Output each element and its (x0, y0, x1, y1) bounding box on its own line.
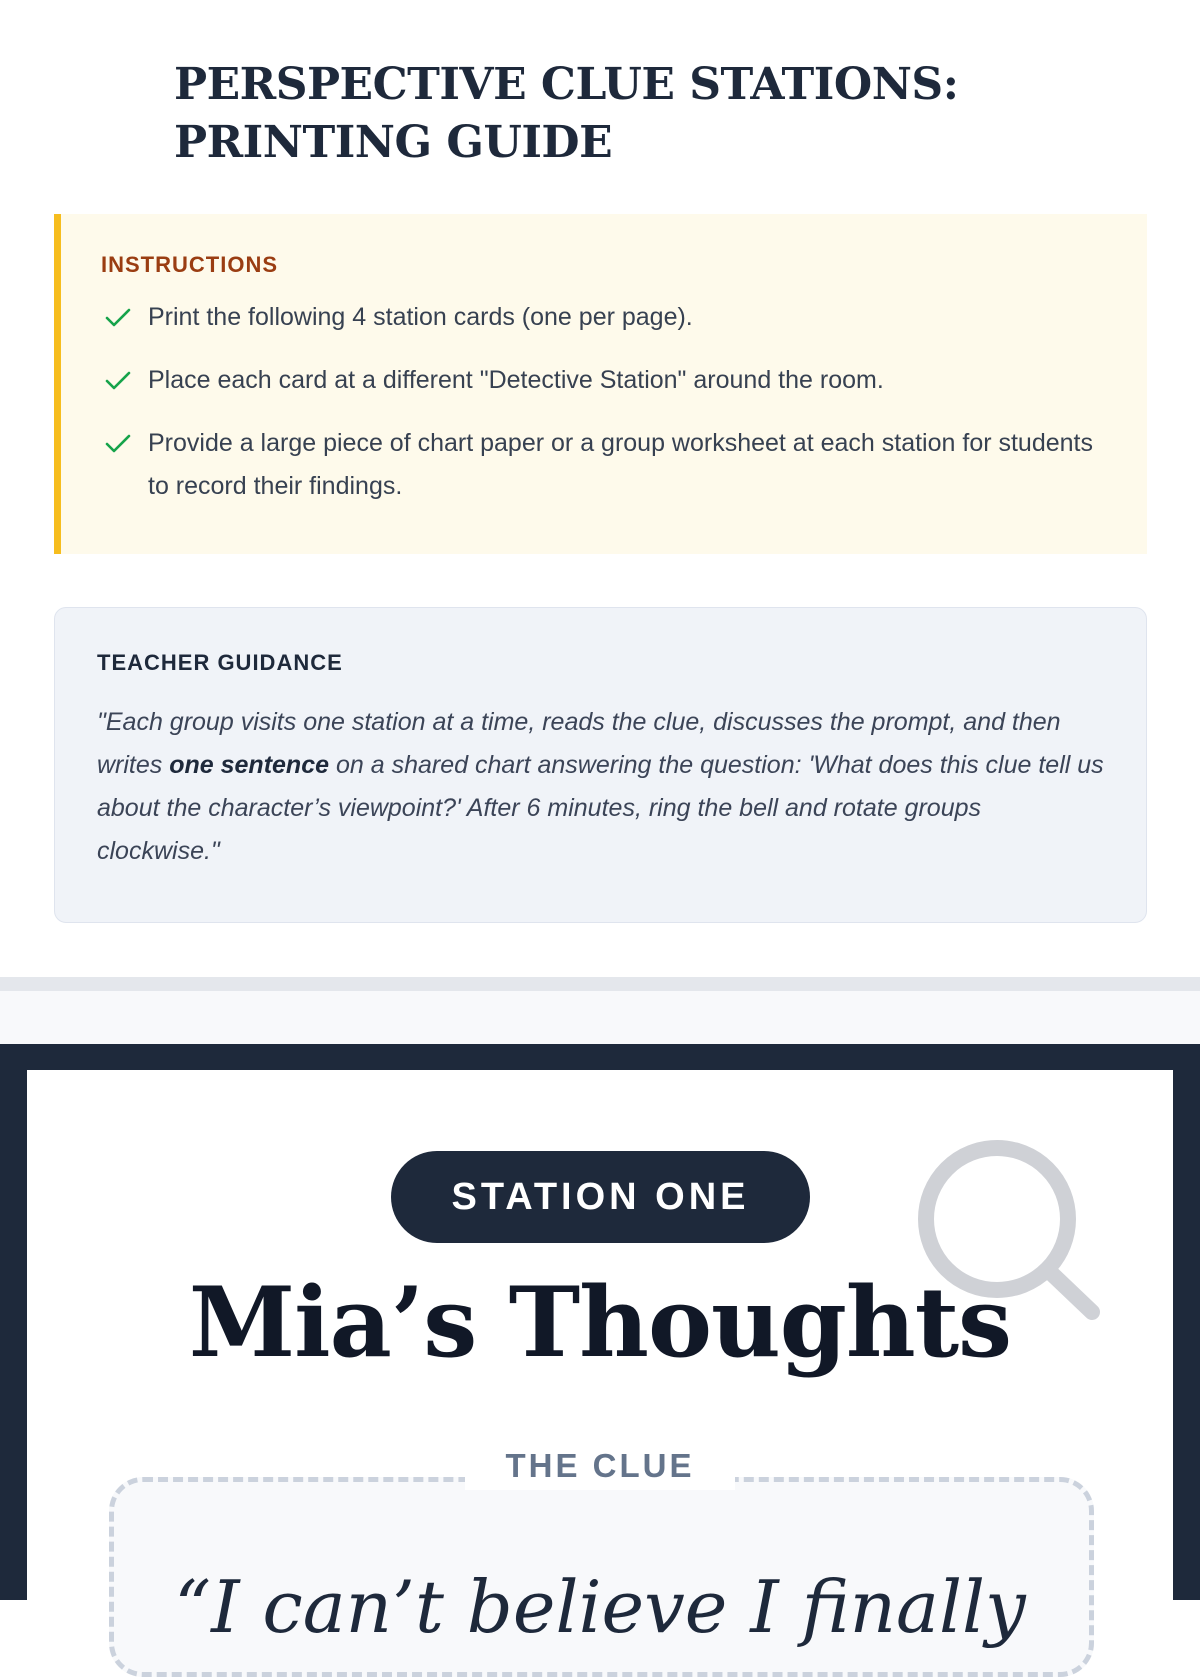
instruction-text: Print the following 4 station cards (one per page). (148, 303, 693, 331)
title-line-2: PRINTING GUIDE (174, 117, 613, 168)
page-break-divider (0, 977, 1200, 991)
instruction-item (101, 422, 1107, 508)
instructions-list (101, 296, 1107, 508)
teacher-guidance-panel (54, 607, 1147, 923)
title-line-1: PERSPECTIVE CLUE STATIONS: (174, 59, 959, 110)
clue-label: THE CLUE (465, 1442, 735, 1490)
checkmark-icon (105, 370, 131, 392)
instruction-text: Place each card at a different "Detective Station" around the room. (148, 366, 884, 394)
checkmark-icon (105, 433, 131, 455)
checkmark-icon (105, 307, 131, 329)
guidance-text-start: "Each group visits one station at a time, reads the clue, discusses the prompt, and then writes (97, 708, 1061, 779)
teacher-guidance-text (97, 701, 1104, 873)
page-title (174, 56, 1074, 172)
station-badge: STATION ONE (391, 1151, 810, 1243)
instructions-panel (54, 214, 1147, 554)
teacher-guidance-heading: TEACHER GUIDANCE (97, 650, 343, 675)
page-break-gap (0, 991, 1200, 1044)
instructions-heading: INSTRUCTIONS (101, 252, 278, 277)
clue-quote: “I can’t believe I finally (174, 1565, 1026, 1649)
station-title: Mia’s Thoughts (188, 1266, 1012, 1379)
guidance-text-end: on a shared chart answering the question: 'What does this clue tell us about the character’s viewpoint?' After 6 minutes, ring the bell and rotate groups clockwise." (97, 751, 1104, 865)
instruction-item (101, 296, 1107, 339)
instruction-item (101, 359, 1107, 402)
instruction-text: Provide a large piece of chart paper or a group worksheet at each station for students to record their findings. (148, 429, 1093, 500)
guidance-emphasis: one sentence (169, 751, 330, 779)
